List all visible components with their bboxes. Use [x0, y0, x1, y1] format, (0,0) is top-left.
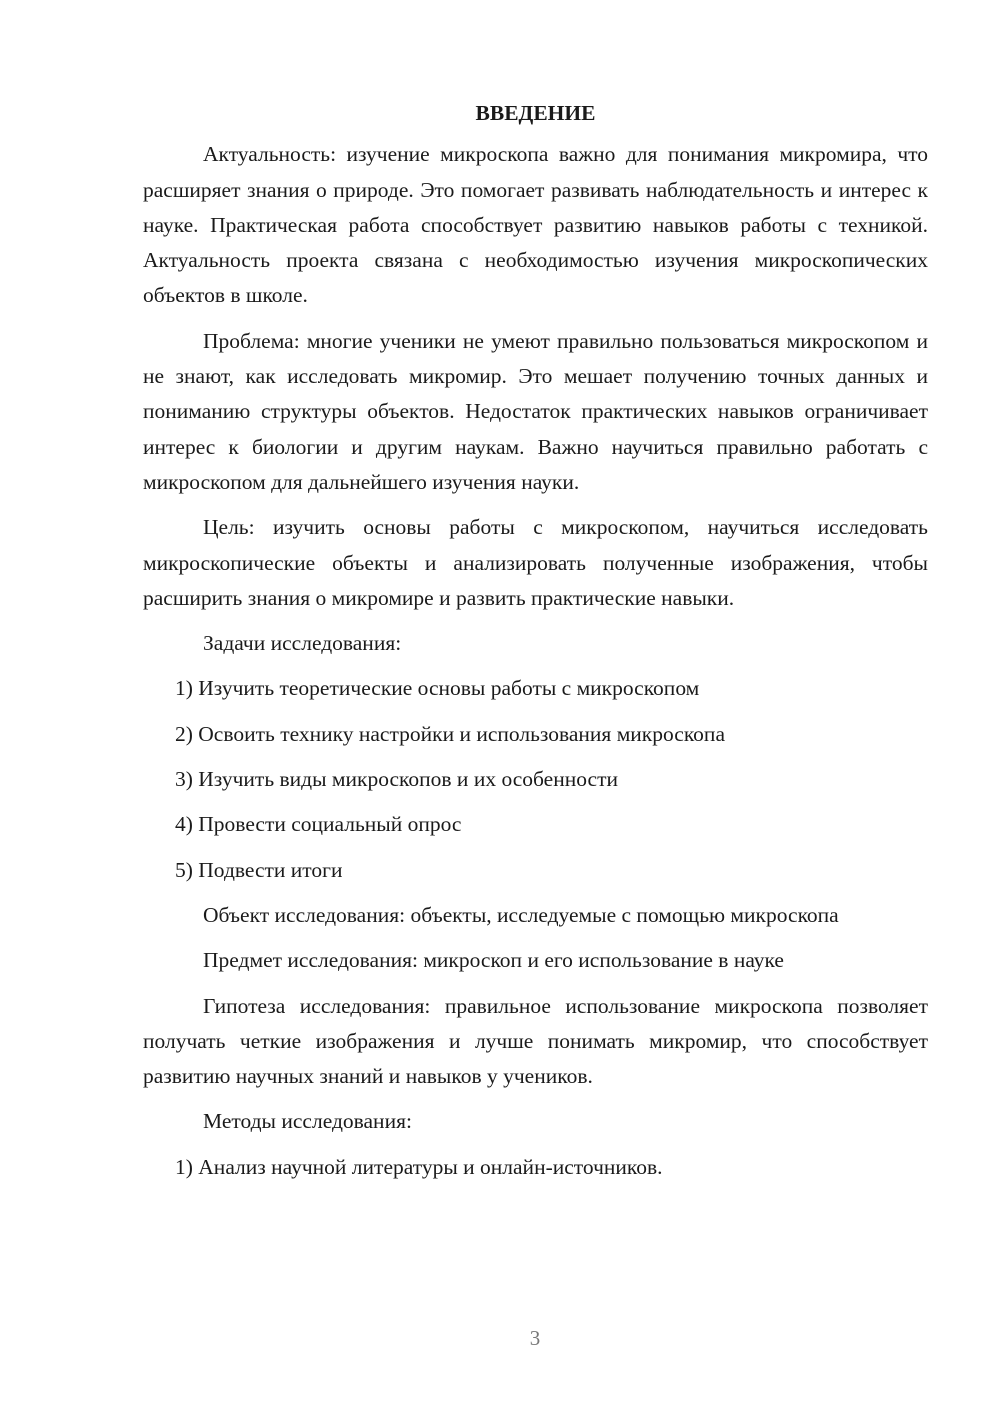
object-paragraph: Объект исследования: объекты, исследуемые с помощью микроскопа: [203, 902, 839, 927]
list-item: 1) Анализ научной литературы и онлайн-источников.: [175, 1154, 663, 1179]
relevance-paragraph: Актуальность: изучение микроскопа важно для понимания микромира, что расширяет знания о природе. Это помогает развивать наблюдательность и интерес к науке. Практическая работа способствует развитию навыков работы с техникой. Актуальность проекта связана с необходимостью изучения микроскопических объектов в школе.: [143, 142, 928, 308]
hypothesis-paragraph: Гипотеза исследования: правильное использование микроскопа позволяет получать четкие изображения и лучше понимать микромир, что способствует развитию научных знаний и навыков у учеников.: [143, 993, 928, 1089]
subject-paragraph: Предмет исследования: микроскоп и его использование в науке: [203, 948, 784, 973]
page-title: ВВЕДЕНИЕ: [475, 101, 596, 125]
list-item: 1) Изучить теоретические основы работы с микроскопом: [175, 676, 700, 701]
methods-heading: Методы исследования:: [203, 1109, 412, 1134]
tasks-heading: Задачи исследования:: [203, 631, 402, 656]
methods-list: [143, 1150, 928, 1185]
list-item: 3) Изучить виды микроскопов и их особенности: [175, 767, 618, 792]
goal-paragraph: Цель: изучить основы работы с микроскопом, научиться исследовать микроскопические объекты и анализировать полученные изображения, чтобы расширить знания о микромире и развить практические навыки.: [143, 515, 928, 610]
tasks-list: [143, 671, 928, 887]
document-page: [143, 96, 928, 1195]
list-item: 2) Освоить технику настройки и использования микроскопа: [175, 721, 725, 746]
list-item: 5) Подвести итоги: [175, 857, 343, 882]
list-item: 4) Провести социальный опрос: [175, 812, 462, 837]
page-number: 3: [529, 1326, 541, 1350]
problem-paragraph: Проблема: многие ученики не умеют правильно пользоваться микроскопом и не знают, как исследовать микромир. Это мешает получению точных данных и пониманию структуры объектов. Недостаток практических навыков ограничивает интерес к биологии и другим наукам. Важно научиться правильно работать с микроскопом для дальнейшего изучения науки.: [143, 328, 928, 494]
